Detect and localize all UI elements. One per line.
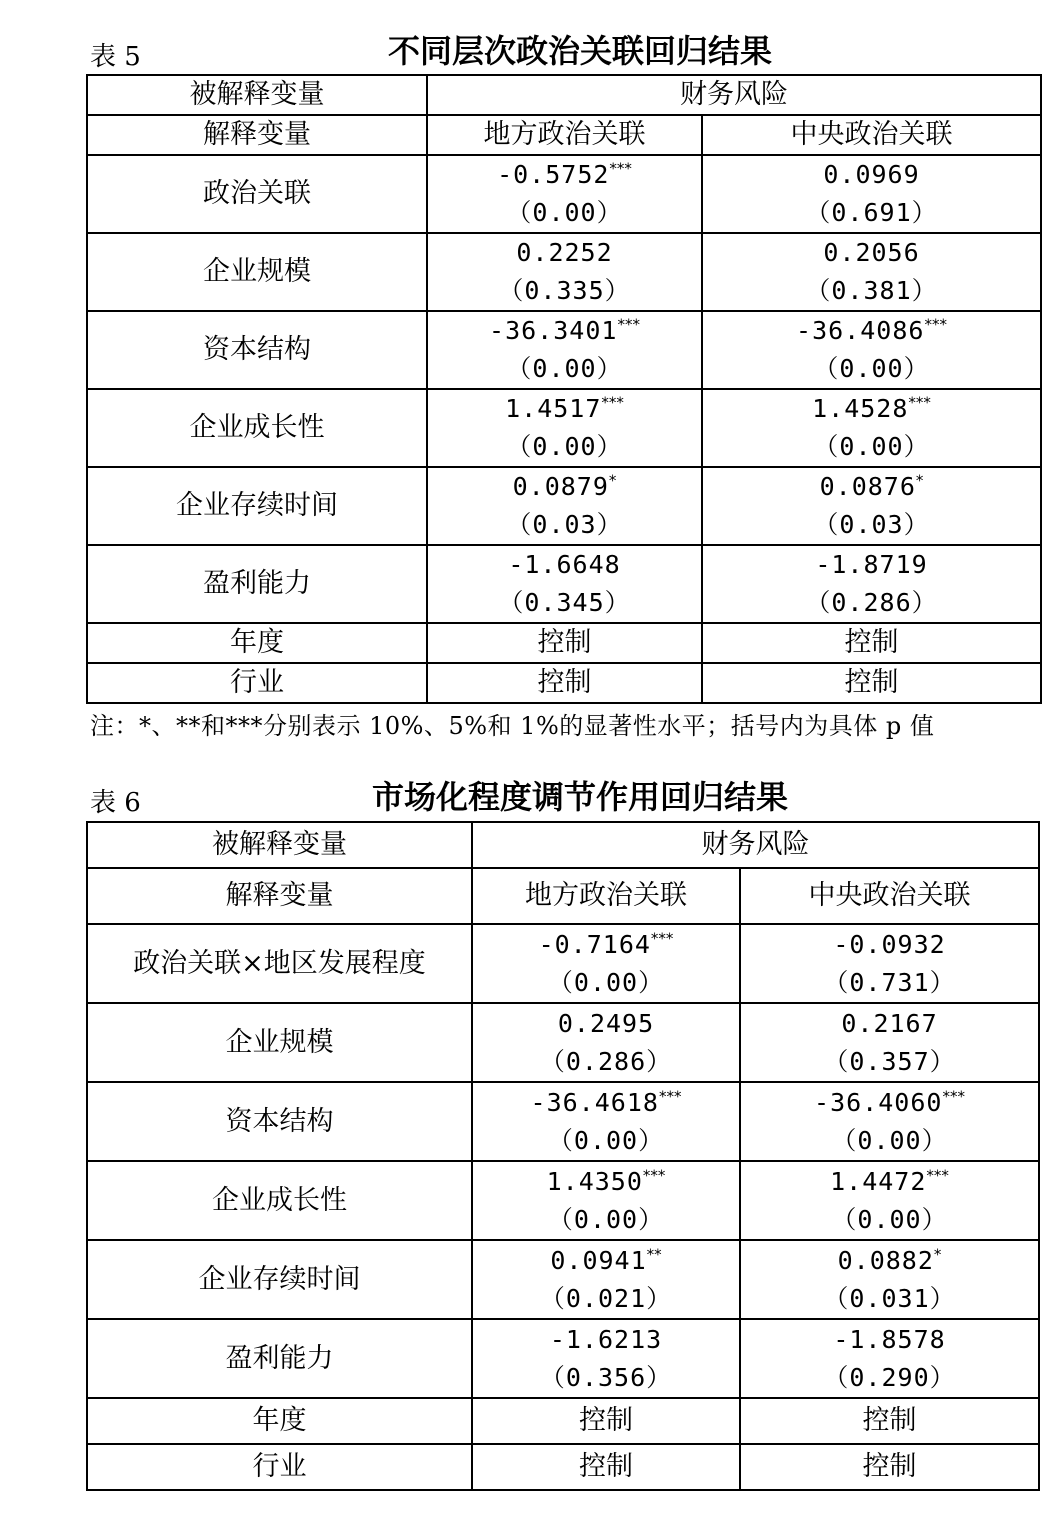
table5-header-row-1 [87,75,1041,115]
control-central: 控制 [740,1398,1039,1444]
central-result-cell [740,924,1039,1003]
control-central: 控制 [702,623,1041,663]
central-coef-value: -1.8719 [815,550,928,579]
table-row [87,924,1039,1003]
central-result-cell [702,389,1041,467]
table-row [87,467,1041,545]
central-coef-value: -1.8578 [833,1324,946,1354]
central-coef-value: 0.0876 [819,472,916,501]
control-central: 控制 [740,1444,1039,1490]
table5-caption [90,26,1040,70]
central-p-value: （0.03） [813,510,930,539]
central-coef-value: 0.2167 [841,1008,938,1038]
local-significance-stars: ** [646,1245,662,1264]
col-local: 地方政治关联 [472,868,740,924]
central-result-cell [740,1082,1039,1161]
table6-controls [87,1398,1039,1490]
local-coef-value: 0.0879 [512,472,609,501]
table-row [87,389,1041,467]
row-variable-name: 企业存续时间 [87,1240,472,1319]
central-significance-stars: *** [942,1087,965,1106]
central-result-cell [740,1003,1039,1082]
local-coefficient [473,1005,739,1043]
local-result-cell [427,155,702,233]
table-row [87,155,1041,233]
central-coef-value: -36.4086 [796,316,925,345]
local-coef-value: -36.4618 [530,1087,659,1117]
local-significance-stars: *** [650,929,674,948]
local-p-value: （0.00） [547,1125,665,1155]
col-central: 中央政治关联 [740,868,1039,924]
row-variable-name: 企业规模 [87,1003,472,1082]
control-name: 行业 [87,663,427,703]
central-result-cell [702,545,1041,623]
dep-var-label: 被解释变量 [87,822,472,868]
table5-controls [87,623,1041,703]
local-result-cell [472,1003,740,1082]
dep-var: 财务风险 [472,822,1039,868]
local-p-value: （0.335） [498,276,631,305]
control-name: 行业 [87,1444,472,1490]
local-coef-value: -1.6213 [549,1324,663,1354]
central-coefficient [741,1163,1038,1201]
local-coefficient [428,468,701,506]
local-coef-value: 0.0941 [550,1245,647,1275]
central-p-value: （0.381） [805,276,938,305]
control-row [87,663,1041,703]
local-result-cell [427,389,702,467]
table6 [86,821,1040,1491]
local-result-cell [472,1082,740,1161]
central-coefficient [741,1005,1038,1043]
local-p-value: （0.00） [506,198,623,227]
control-row [87,1444,1039,1490]
central-significance-stars: *** [908,393,931,412]
control-local: 控制 [427,663,702,703]
central-p-value: （0.731） [823,967,956,997]
central-result-cell [702,311,1041,389]
expl-var-label: 解释变量 [87,115,427,155]
table-row [87,1319,1039,1398]
local-result-cell [427,545,702,623]
table6-label: 表 6 [90,788,141,818]
row-variable-name: 盈利能力 [87,545,427,623]
dep-var: 财务风险 [427,75,1041,115]
local-significance-stars: *** [642,1166,666,1185]
local-significance-stars: *** [617,315,640,334]
central-coefficient [741,1321,1038,1359]
local-result-cell [427,311,702,389]
expl-var-label: 解释变量 [87,868,472,924]
central-coefficient [703,312,1040,350]
central-significance-stars: *** [924,315,947,334]
central-p-value: （0.00） [831,1125,948,1155]
row-variable-name: 政治关联 [87,155,427,233]
central-result-cell [740,1161,1039,1240]
local-coef-value: 0.2495 [557,1008,655,1038]
table-row [87,311,1041,389]
col-local: 地方政治关联 [427,115,702,155]
central-coef-value: -0.0932 [833,929,946,959]
local-coefficient [473,1084,739,1122]
control-name: 年度 [87,1398,472,1444]
local-p-value: （0.00） [547,1204,665,1234]
row-variable-name: 资本结构 [87,1082,472,1161]
local-coefficient [473,926,739,964]
table5-label: 表 5 [90,42,141,72]
local-coefficient [473,1321,739,1359]
local-result-cell [472,924,740,1003]
row-variable-name: 企业成长性 [87,389,427,467]
local-coef-value: -36.3401 [489,316,618,345]
table5-title: 不同层次政治关联回归结果 [387,32,772,70]
table6-header-row-1 [87,822,1039,868]
local-p-value: （0.00） [506,432,623,461]
central-coefficient [703,468,1040,506]
central-coef-value: 1.4528 [812,394,909,423]
table-row [87,1240,1039,1319]
local-coef-value: -1.6648 [508,550,621,579]
central-coefficient [741,926,1038,964]
control-name: 年度 [87,623,427,663]
dep-var-label: 被解释变量 [87,75,427,115]
control-row [87,1398,1039,1444]
table6-title: 市场化程度调节作用回归结果 [371,778,788,816]
table-row [87,1161,1039,1240]
central-coefficient [741,1084,1038,1122]
central-coefficient [703,546,1040,584]
central-coefficient [703,156,1040,194]
local-coef-value: -0.7164 [538,929,651,959]
local-coefficient [473,1242,739,1280]
local-significance-stars: *** [601,393,624,412]
local-result-cell [427,467,702,545]
table-row [87,545,1041,623]
table-row [87,1082,1039,1161]
central-significance-stars: *** [926,1166,949,1185]
row-variable-name: 政治关联×地区发展程度 [87,924,472,1003]
control-local: 控制 [427,623,702,663]
central-result-cell [702,467,1041,545]
local-result-cell [472,1319,740,1398]
row-variable-name: 盈利能力 [87,1319,472,1398]
central-coef-value: 0.0882 [837,1245,934,1275]
local-p-value: （0.345） [498,588,631,617]
local-coefficient [428,312,701,350]
central-result-cell [740,1240,1039,1319]
control-local: 控制 [472,1398,740,1444]
local-coefficient [428,546,701,584]
central-p-value: （0.286） [805,588,938,617]
central-coef-value: -36.4060 [814,1087,943,1117]
row-variable-name: 企业规模 [87,233,427,311]
local-p-value: （0.356） [539,1362,673,1392]
row-variable-name: 资本结构 [87,311,427,389]
control-row [87,623,1041,663]
local-significance-stars: *** [609,159,632,178]
table5 [86,74,1042,704]
central-result-cell [702,233,1041,311]
local-significance-stars: * [608,471,617,490]
central-result-cell [740,1319,1039,1398]
central-p-value: （0.357） [823,1046,956,1076]
central-significance-stars: * [915,471,924,490]
local-result-cell [472,1240,740,1319]
table6-body [87,924,1039,1398]
central-coef-value: 0.0969 [823,160,920,189]
table5-note: 注：*、**和***分别表示 10%、5%和 1%的显著性水平；括号内为具体 p 值 [90,712,935,740]
local-coef-value: -0.5752 [497,160,610,189]
local-p-value: （0.00） [506,354,623,383]
table-row [87,233,1041,311]
col-central: 中央政治关联 [702,115,1041,155]
central-p-value: （0.691） [805,198,938,227]
local-coefficient [428,390,701,428]
central-coef-value: 0.2056 [823,238,920,267]
row-variable-name: 企业存续时间 [87,467,427,545]
local-p-value: （0.021） [539,1283,673,1313]
central-p-value: （0.00） [813,354,930,383]
central-significance-stars: * [933,1245,942,1264]
table6-caption [90,772,1040,816]
table-row [87,1003,1039,1082]
local-coefficient [428,234,701,272]
row-variable-name: 企业成长性 [87,1161,472,1240]
central-coefficient [703,234,1040,272]
local-coef-value: 0.2252 [516,238,613,267]
central-p-value: （0.290） [823,1362,956,1392]
central-result-cell [702,155,1041,233]
control-central: 控制 [702,663,1041,703]
local-p-value: （0.00） [547,967,665,997]
local-p-value: （0.03） [506,510,623,539]
local-result-cell [427,233,702,311]
local-p-value: （0.286） [539,1046,673,1076]
table5-header-row-2 [87,115,1041,155]
table6-header-row-2 [87,868,1039,924]
local-significance-stars: *** [658,1087,682,1106]
central-p-value: （0.00） [813,432,930,461]
central-p-value: （0.00） [831,1204,948,1234]
local-result-cell [472,1161,740,1240]
local-coef-value: 1.4350 [546,1166,643,1196]
local-coef-value: 1.4517 [505,394,602,423]
table5-body [87,155,1041,623]
control-local: 控制 [472,1444,740,1490]
central-p-value: （0.031） [823,1283,956,1313]
central-coefficient [741,1242,1038,1280]
central-coef-value: 1.4472 [830,1166,927,1196]
central-coefficient [703,390,1040,428]
local-coefficient [473,1163,739,1201]
local-coefficient [428,156,701,194]
